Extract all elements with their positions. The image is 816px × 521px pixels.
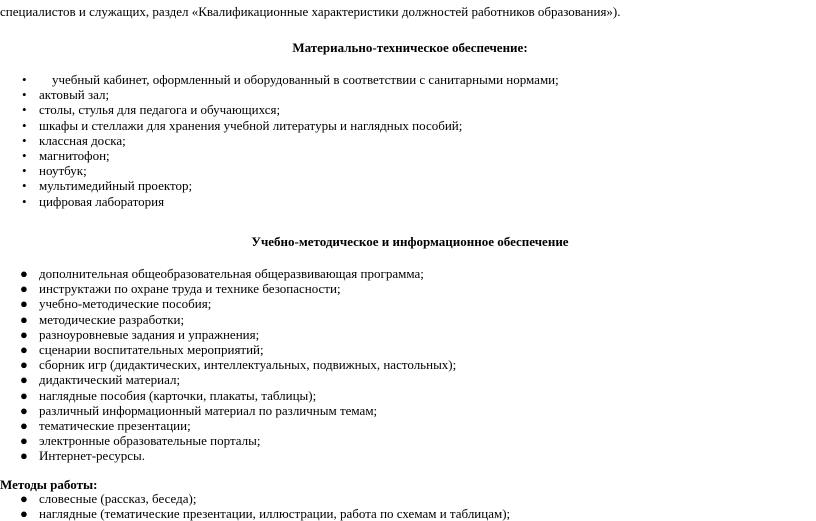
methodical-section-heading: Учебно-методическое и информационное обеспечение bbox=[251, 234, 569, 249]
list-item-text: разноуровневые задания и упражнения; bbox=[39, 326, 260, 342]
list-item-text: дополнительная общеобразовательная общеразвивающая программа; bbox=[39, 266, 424, 281]
bullet-icon: • bbox=[22, 132, 27, 148]
bullet-icon: ● bbox=[20, 506, 28, 521]
list-item bbox=[0, 148, 816, 163]
list-item bbox=[0, 102, 816, 117]
bullet-icon: ● bbox=[20, 491, 28, 506]
bullet-icon: • bbox=[22, 193, 27, 209]
list-item-text: Интернет-ресурсы. bbox=[39, 448, 145, 464]
list-item-text: мультимедийный проектор; bbox=[39, 178, 193, 194]
list-item bbox=[0, 133, 816, 148]
list-item bbox=[0, 327, 816, 342]
list-item bbox=[0, 281, 816, 296]
list-item bbox=[0, 194, 816, 209]
list-item bbox=[0, 87, 816, 102]
bullet-icon: • bbox=[22, 72, 27, 87]
list-item bbox=[0, 372, 816, 387]
list-item bbox=[0, 312, 816, 327]
material-list bbox=[0, 72, 816, 209]
intro-text-line: специалистов и служащих, раздел «Квалификационные характеристики должностей работников образования»). bbox=[0, 4, 621, 19]
bullet-icon: ● bbox=[20, 341, 28, 357]
methods-section-heading: Методы работы: bbox=[0, 477, 98, 492]
list-item bbox=[0, 296, 816, 311]
list-item bbox=[0, 448, 816, 463]
list-item-text: учебный кабинет, оформленный и оборудованный в соответствии с санитарными нормами; bbox=[52, 72, 559, 87]
list-item-text: ноутбук; bbox=[39, 163, 87, 179]
list-item bbox=[0, 491, 816, 506]
list-item-text: словесные (рассказ, беседа); bbox=[39, 491, 197, 506]
bullet-icon: ● bbox=[20, 266, 28, 281]
list-item bbox=[0, 506, 816, 521]
list-item bbox=[0, 178, 816, 193]
material-section-heading: Материально-техническое обеспечение: bbox=[292, 40, 528, 55]
bullet-icon: • bbox=[22, 147, 27, 163]
list-item-text: магнитофон; bbox=[39, 147, 110, 163]
bullet-icon: ● bbox=[20, 281, 28, 297]
list-item-text: электронные образовательные порталы; bbox=[39, 433, 261, 449]
list-item-text: шкафы и стеллажи для хранения учебной литературы и наглядных пособий; bbox=[39, 117, 463, 133]
list-item-text: наглядные (тематические презентации, иллюстрации, работа по схемам и таблицам); bbox=[39, 506, 511, 521]
list-item bbox=[0, 388, 816, 403]
list-item bbox=[0, 357, 816, 372]
bullet-icon: ● bbox=[20, 357, 28, 373]
list-item-text: инструктажи по охране труда и технике безопасности; bbox=[39, 281, 341, 297]
bullet-icon: ● bbox=[20, 311, 28, 327]
bullet-icon: ● bbox=[20, 417, 28, 433]
methodical-list bbox=[0, 266, 816, 463]
list-item bbox=[0, 342, 816, 357]
list-item-text: классная доска; bbox=[39, 132, 126, 148]
list-item bbox=[0, 418, 816, 433]
bullet-icon: ● bbox=[20, 402, 28, 418]
list-item-text: наглядные пособия (карточки, плакаты, таблицы); bbox=[39, 387, 317, 403]
list-item bbox=[0, 163, 816, 178]
bullet-icon: • bbox=[22, 87, 27, 103]
list-item bbox=[0, 433, 816, 448]
list-item bbox=[0, 72, 816, 87]
list-item-text: учебно-методические пособия; bbox=[39, 296, 212, 312]
bullet-icon: ● bbox=[20, 326, 28, 342]
list-item bbox=[0, 266, 816, 281]
list-item bbox=[0, 118, 816, 133]
list-item-text: различный информационный материал по различным темам; bbox=[39, 402, 378, 418]
bullet-icon: ● bbox=[20, 448, 28, 464]
list-item-text: сценарии воспитательных мероприятий; bbox=[39, 341, 264, 357]
bullet-icon: ● bbox=[20, 387, 28, 403]
list-item-text: дидактический материал; bbox=[39, 372, 181, 388]
list-item-text: методические разработки; bbox=[39, 311, 185, 327]
list-item-text: цифровая лаборатория bbox=[39, 193, 165, 209]
methods-list bbox=[0, 491, 816, 521]
bullet-icon: ● bbox=[20, 433, 28, 449]
list-item-text: тематические презентации; bbox=[39, 417, 191, 433]
list-item-text: столы, стулья для педагога и обучающихся; bbox=[39, 102, 281, 118]
bullet-icon: • bbox=[22, 117, 27, 133]
list-item bbox=[0, 403, 816, 418]
bullet-icon: • bbox=[22, 102, 27, 118]
bullet-icon: • bbox=[22, 178, 27, 194]
bullet-icon: • bbox=[22, 163, 27, 179]
list-item-text: сборник игр (дидактических, интеллектуальных, подвижных, настольных); bbox=[39, 357, 457, 373]
bullet-icon: ● bbox=[20, 372, 28, 388]
bullet-icon: ● bbox=[20, 296, 28, 312]
list-item-text: актовый зал; bbox=[39, 87, 110, 103]
